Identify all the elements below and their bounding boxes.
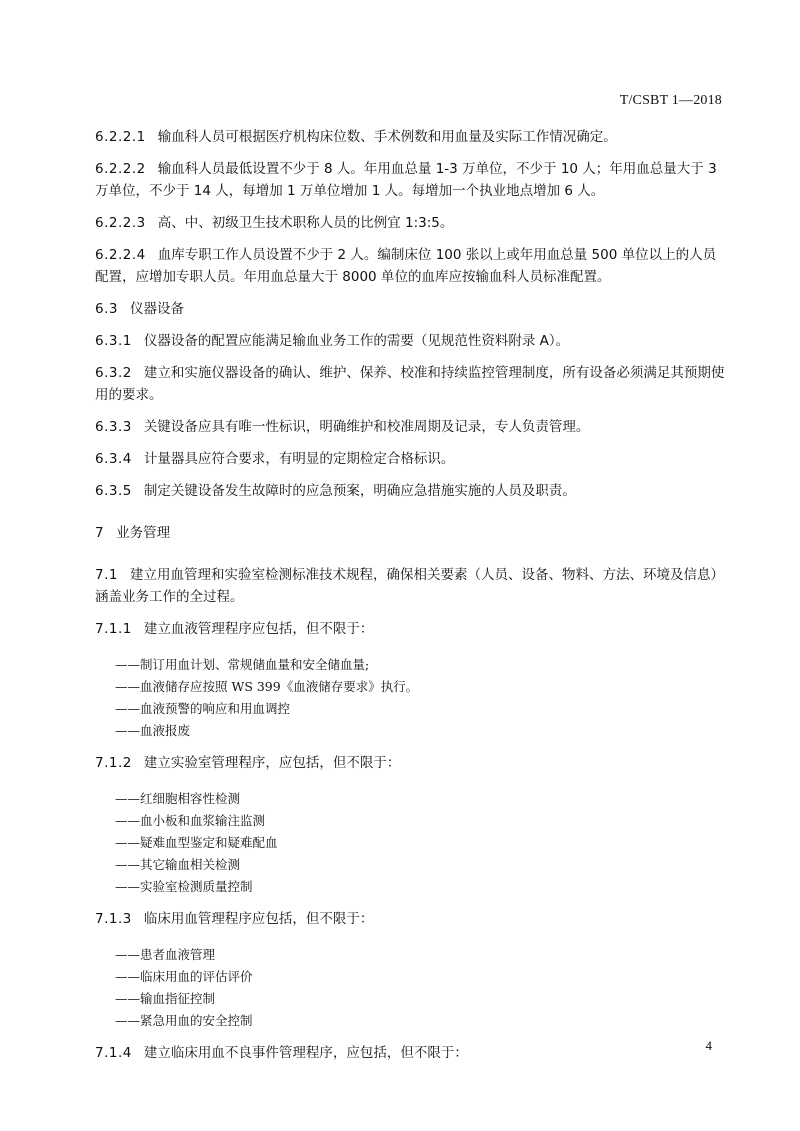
document-body: [95, 126, 725, 1064]
list-item: ——实验室检测质量控制: [115, 879, 253, 894]
doc-code-header: T/CSBT 1—2018: [619, 93, 722, 108]
clause-7-1-3: 7.1.3 临床用血管理程序应包括，但不限于：: [95, 911, 374, 927]
page-number: 4: [705, 1038, 712, 1053]
clause-6-3-5: 6.3.5 制定关键设备发生故障时的应急预案，明确应急措施实施的人员及职责。: [95, 483, 576, 499]
clause-6-3-3: 6.3.3 关键设备应具有唯一性标识，明确维护和校准周期及记录，专人负责管理。: [95, 419, 590, 435]
list-item: ——输血指征控制: [115, 991, 216, 1006]
list-item: ——血小板和血浆输注监测: [115, 813, 266, 828]
section-6-3-heading: 6.3 仪器设备: [95, 301, 184, 317]
list-item: ——血液预警的响应和用血调控: [115, 701, 291, 716]
clause-7-1-1: 7.1.1 建立血液管理程序应包括，但不限于：: [95, 621, 374, 637]
list-item: ——临床用血的评估评价: [115, 969, 253, 984]
list-item: ——紧急用血的安全控制: [115, 1013, 253, 1028]
clause-6-3-2: 6.3.2 建立和实施仪器设备的确认、维护、保养、校准和持续监控管理制度，所有设备必须满足其预期使用的要求。: [95, 365, 725, 403]
clause-7-1-2: 7.1.2 建立实验室管理程序，应包括，但不限于：: [95, 755, 401, 771]
list-item: ——疑难血型鉴定和疑难配血: [115, 835, 278, 850]
list-item: ——血液报废: [115, 723, 191, 738]
clause-6-2-2-2: 6.2.2.2 输血科人员最低设置不少于 8 人。年用血总量 1-3 万单位，不少于 10 人；年用血总量大于 3 万单位，不少于 14 人，每增加 1 万单位增加 1 人。每增加一个执业地点增加 6 人。: [95, 161, 717, 199]
clause-6-3-4: 6.3.4 计量器具应符合要求，有明显的定期检定合格标识。: [95, 451, 455, 467]
list-item: ——患者血液管理: [115, 947, 216, 962]
clause-6-2-2-3: 6.2.2.3 高、中、初级卫生技术职称人员的比例宜 1:3:5。: [95, 215, 454, 231]
clause-6-2-2-1: 6.2.2.1 输血科人员可根据医疗机构床位数、手术例数和用血量及实际工作情况确定。: [95, 129, 617, 145]
list-item: ——血液储存应按照 WS 399《血液储存要求》执行。: [115, 679, 419, 694]
clause-6-2-2-4: 6.2.2.4 血库专职工作人员设置不少于 2 人。编制床位 100 张以上或年用血总量 500 单位以上的人员配置，应增加专职人员。年用血总量大于 8000 单位的血库应按输血科人员标准配置。: [95, 247, 717, 285]
clause-6-3-1: 6.3.1 仪器设备的配置应能满足输血业务工作的需要（见规范性资料附录 A）。: [95, 333, 570, 349]
clause-7-1-4: 7.1.4 建立临床用血不良事件管理程序，应包括，但不限于：: [95, 1045, 468, 1061]
section-7-heading: 7 业务管理: [95, 525, 171, 541]
list-item: ——红细胞相容性检测: [115, 791, 241, 806]
list-item: ——制订用血计划、常规储血量和安全储血量;: [115, 657, 370, 672]
clause-7-1: 7.1 建立用血管理和实验室检测标准技术规程，确保相关要素（人员、设备、物料、方法、环境及信息）涵盖业务工作的全过程。: [95, 567, 724, 605]
list-item: ——其它输血相关检测: [115, 857, 241, 872]
